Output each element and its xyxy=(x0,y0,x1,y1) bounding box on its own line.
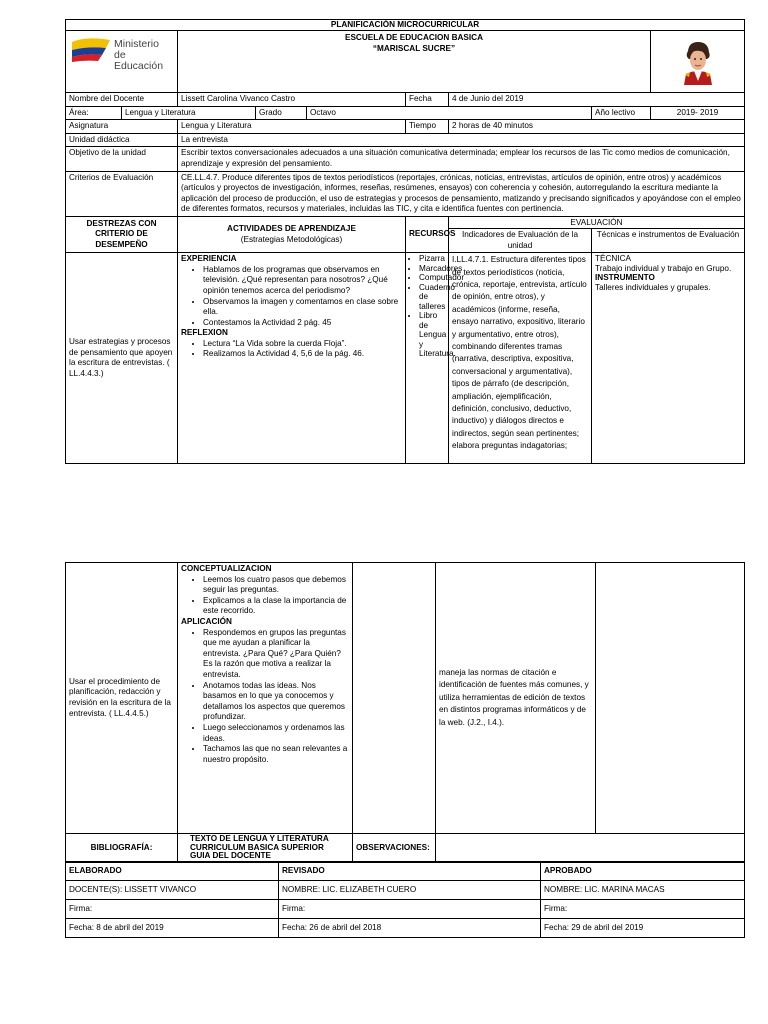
school-name-line1: ESCUELA DE EDUCACION BASICA xyxy=(345,33,483,42)
criterios-label: Criterios de Evaluación xyxy=(66,171,178,216)
tiempo-value: 2 horas de 40 minutos xyxy=(449,120,745,134)
firma-revisado: Firma: xyxy=(279,900,541,919)
criterios-value: CE.LL.4.7. Produce diferentes tipos de textos periodísticos (reportajes, crónicas, noticias, entrevistas, artículos de opinión, entre otros) y académicos (artículos y proyectos de investigación, informes, reseñas, resúmenes, ensayos) con coherencia y cohesión, autorregulando la escritura mediante la aplicación del proceso de producción, el uso de estrategias y procesos de pensamiento, matizando y precisando significados y apoyándose con el empleo de diferentes formatos, recursos y materiales, incluidas las TIC, y cita e identifica fuentes con pertinencia. xyxy=(178,171,745,216)
ministry-logo xyxy=(66,31,178,93)
bibliografia-list xyxy=(178,834,353,863)
list-item: • Lectura “La Vida sobre la cuerda Floja”. xyxy=(203,339,402,350)
mariscal-sucre-portrait-icon xyxy=(681,41,715,85)
area-value: Lengua y Literatura xyxy=(122,106,256,120)
instrumento-title: INSTRUMENTO xyxy=(595,273,655,283)
bibliografia-line: GUIA DEL DOCENTE xyxy=(190,851,271,861)
grado-label: Grado xyxy=(256,106,307,120)
list-item: • Computador xyxy=(419,273,445,283)
ecuador-flag-icon xyxy=(70,36,112,62)
observaciones-label: OBSERVACIONES: xyxy=(353,834,436,863)
anio-value: 2019- 2019 xyxy=(651,106,745,120)
asignatura-label: Asignatura xyxy=(66,120,178,134)
aplicacion-title: APLICACIÓN xyxy=(181,616,232,626)
fecha-label: Fecha xyxy=(406,93,449,107)
instrumento-value: Talleres individuales y grupales. xyxy=(595,282,711,292)
docente-value: Lissett Carolina Vivanco Castro xyxy=(178,93,406,107)
tecnicas-1 xyxy=(592,253,745,464)
indicadores-header: Indicadores de Evaluación de la unidad xyxy=(449,228,592,252)
recursos-1 xyxy=(406,253,465,464)
experiencia-title: EXPERIENCIA xyxy=(181,254,237,264)
bibliografia-line: CURRICULUM BASICA SUPERIOR xyxy=(190,842,324,852)
list-item: • Observamos la imagen y comentamos en clase sobre ella. xyxy=(203,297,402,318)
elaborado-header: ELABORADO xyxy=(66,862,279,881)
signature-table xyxy=(65,861,745,938)
list-item: • Explicamos a la clase la importancia de este recorrido. xyxy=(203,596,349,617)
actividades-1 xyxy=(178,253,406,464)
revisado-name: NOMBRE: LIC. ELIZABETH CUERO xyxy=(279,881,541,900)
list-item: • Realizamos la Actividad 4, 5,6 de la pág. 46. xyxy=(203,349,402,360)
aprobado-header: APROBADO xyxy=(541,862,745,881)
docente-label: Nombre del Docente xyxy=(66,93,178,107)
anio-label: Año lectivo xyxy=(592,106,651,120)
firma-elaborado: Firma: xyxy=(66,900,279,919)
list-item: • Marcadores xyxy=(419,264,445,274)
destreza-1: Usar estrategias y procesos de pensamiento que apoyen la escritura de entrevistas. ( LL.4.4.3.) xyxy=(66,253,178,464)
objetivo-label: Objetivo de la unidad xyxy=(66,147,178,171)
aprobado-name: NOMBRE: LIC. MARINA MACAS xyxy=(541,881,745,900)
planning-table-page1 xyxy=(65,19,745,464)
tiempo-label: Tiempo xyxy=(406,120,449,134)
fecha-elaborado: Fecha: 8 de abril del 2019 xyxy=(66,919,279,938)
unidad-value: La entrevista xyxy=(178,133,745,147)
list-item: • Pizarra xyxy=(419,254,445,264)
list-item: • Luego seleccionamos y ordenamos las ideas. xyxy=(203,723,349,744)
actividades-2 xyxy=(178,563,353,834)
indicador-1: I.LL.4.7.1. Estructura diferentes tipos de textos periodísticos (noticia, crónica, reportaje, entrevista, artículo de opinión, entre otros), y académicos (informe, reseña, ensayo narrativo, expositivo, literario y argumentativo, entre otros), combinando diferentes tramas (narrativa, descriptiva, expositiva, conversacional y argumentativa), tipos de párrafo (de descripción, ampliación, ejemplificación, definición, conclusivo, deductivo, inductivo) y diálogos directos e indirectos, según sean pertinentes; elabora preguntas indagatorias; xyxy=(449,253,592,464)
actividades-subheader: (Estrategias Metodológicas) xyxy=(240,234,343,244)
destreza-2: Usar el procedimiento de planificación, redacción y revisión en la escritura de la entrevista. ( LL.4.4.5.) xyxy=(66,563,178,834)
conceptualizacion-title: CONCEPTUALIZACION xyxy=(181,564,272,573)
recursos-header: RECURSOS xyxy=(406,216,449,252)
list-item: • Leemos los cuatro pasos que debemos seguir las preguntas. xyxy=(203,575,349,596)
logo-text-ministerio: Ministerio xyxy=(114,38,159,50)
recursos-2 xyxy=(353,563,436,834)
list-item: • Contestamos la Actividad 2 pág. 45 xyxy=(203,318,402,329)
area-label: Área: xyxy=(66,106,122,120)
bibliografia-label: BIBLIOGRAFÍA: xyxy=(66,834,178,863)
objetivo-value: Escribir textos conversacionales adecuados a una situación comunicativa determinada; emplear los recursos de las Tic como medios de comunicación, aprendizaje y expresión del pensamiento. xyxy=(178,147,745,171)
tecnica-value: Trabajo individual y trabajo en Grupo. xyxy=(595,263,732,273)
unidad-label: Unidad didáctica xyxy=(66,133,178,147)
list-item: • Tachamos las que no sean relevantes a nuestro propósito. xyxy=(203,744,349,765)
destrezas-header: DESTREZAS CON CRITERIO DE DESEMPEÑO xyxy=(66,216,178,252)
fecha-aprobado: Fecha: 29 de abril del 2019 xyxy=(541,919,745,938)
firma-aprobado: Firma: xyxy=(541,900,745,919)
evaluacion-header: EVALUACIÓN xyxy=(449,216,745,228)
actividades-header: ACTIVIDADES DE APRENDIZAJE xyxy=(227,223,356,233)
list-item: • Cuaderno de talleres xyxy=(419,283,445,312)
tecnica-title: TÉCNICA xyxy=(595,254,631,264)
document-title: PLANIFICACIÓN MICROCURRICULAR xyxy=(66,20,745,31)
tecnicas-header: Técnicas e instrumentos de Evaluación xyxy=(592,228,745,252)
fecha-revisado: Fecha: 26 de abril del 2018 xyxy=(279,919,541,938)
logo-text-educacion: de Educación xyxy=(114,49,164,72)
tecnicas-2 xyxy=(596,563,745,834)
reflexion-title: REFLEXION xyxy=(181,328,228,338)
revisado-header: REVISADO xyxy=(279,862,541,881)
school-name-line2: “MARISCAL SUCRE” xyxy=(372,43,456,53)
observaciones-value xyxy=(436,834,745,863)
list-item: • Anotamos todas las ideas. Nos basamos en lo que ya conocemos y detallamos los aspectos que queremos profundizar. xyxy=(203,681,349,723)
asignatura-value: Lengua y Literatura xyxy=(178,120,406,134)
planning-table-page2 xyxy=(65,562,745,863)
list-item: • Hablamos de los programas que observamos en televisión. ¿Qué representan para nosotros? ¿Qué opinión tenemos acerca del periodismo? xyxy=(203,265,402,297)
list-item: • Libro de Lengua y Literatura. xyxy=(419,311,445,359)
indicador-2: maneja las normas de citación e identificación de fuentes más comunes, y utiliza herramientas de edición de textos en distintos programas informáticos y de la web. (J.2., I.4.). xyxy=(436,563,596,834)
docente-name: DOCENTE(S): LISSETT VIVANCO xyxy=(66,881,279,900)
portrait-cell xyxy=(651,31,745,93)
bibliografia-line: TEXTO DE LENGUA Y LITERATURA xyxy=(190,834,329,843)
grado-value: Octavo xyxy=(307,106,592,120)
fecha-value: 4 de Junio del 2019 xyxy=(449,93,745,107)
list-item: • Respondemos en grupos las preguntas que me ayudan a planificar la entrevista. ¿Para Qué? ¿Para Quién? Es la razón que motiva a realizar la entrevista. xyxy=(203,628,349,681)
